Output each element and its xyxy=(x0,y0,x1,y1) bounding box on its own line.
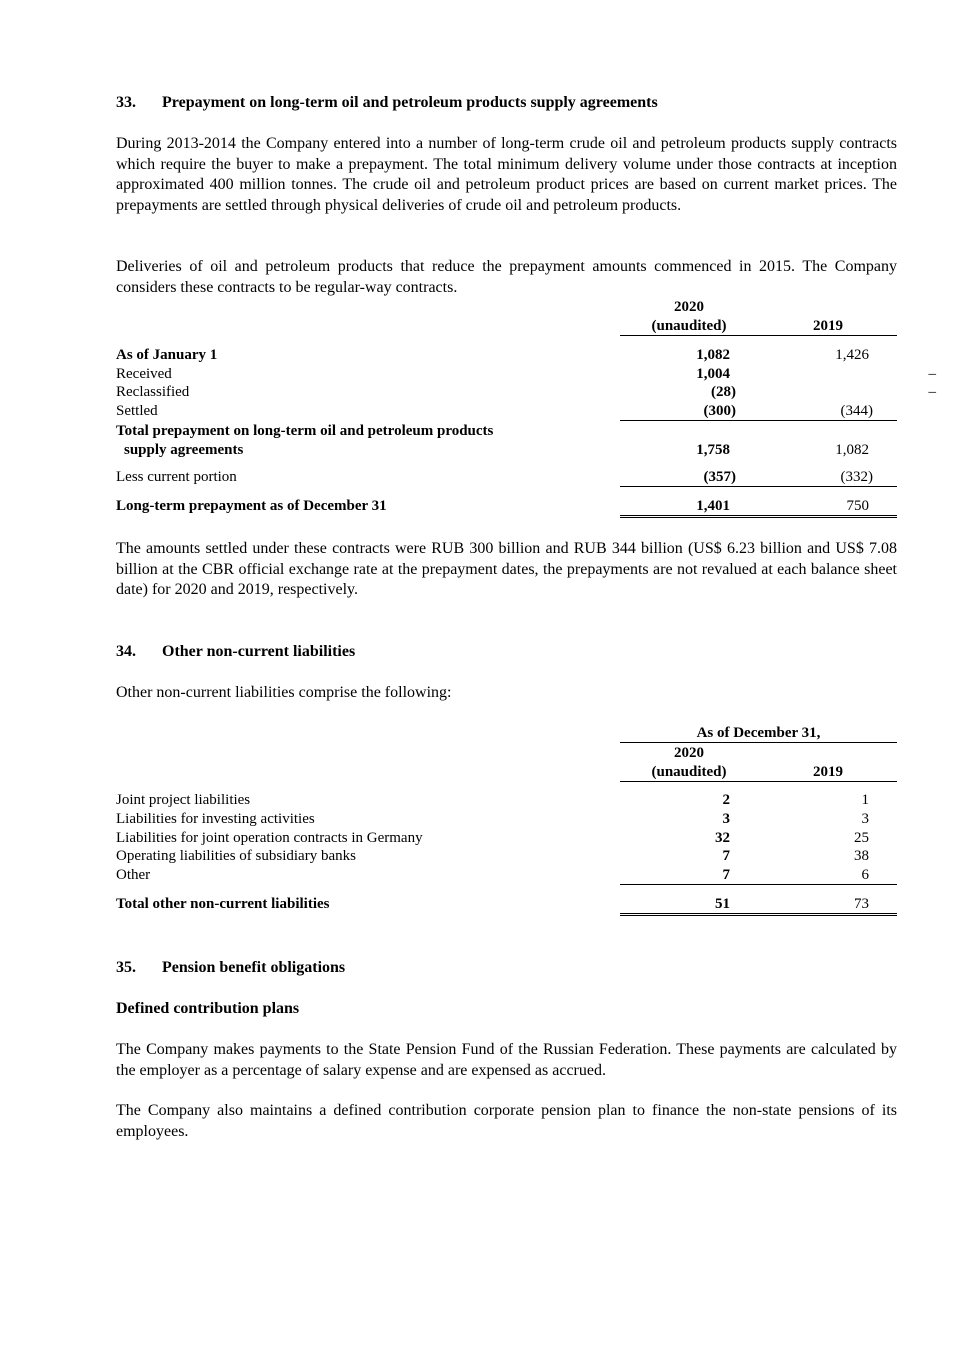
value-2020: (28) xyxy=(711,384,736,400)
value-2020: (357) xyxy=(703,469,736,485)
row-label-line-2: supply agreements xyxy=(124,442,244,458)
row-label: Liabilities for joint operation contracts in Germany xyxy=(116,830,423,846)
section-34-intro: Other non-current liabilities comprise the following: xyxy=(116,684,452,701)
col-2020-year-header: 2020 xyxy=(674,299,704,315)
group-header-rule xyxy=(620,742,897,743)
value-2020: 7 xyxy=(722,848,730,864)
section-34-heading xyxy=(116,642,355,662)
section-35-heading xyxy=(116,958,345,978)
value-2020: 1,004 xyxy=(696,366,730,382)
col-2020-note-header: (unaudited) xyxy=(651,318,727,334)
section-33-paragraph-1: During 2013-2014 the Company entered into a number of long-term crude oil and petroleum products supply contracts which require the buyer to make a prepayment. The total minimum delivery volume under those contracts at inception approximated 400 million tonnes. The crude oil and petroleum product prices are based on current market prices. The prepayments are settled through physical deliveries of crude oil and petroleum products. xyxy=(116,135,897,214)
section-number: 34. xyxy=(116,643,136,660)
row-label: Total other non-current liabilities xyxy=(116,896,330,912)
section-33-paragraph-3: The amounts settled under these contracts were RUB 300 billion and RUB 344 billion (US$ 6.23 billion and US$ 7.08 billion at the CBR official exchange rate at the prepayment dates, the prepayments are not revalued at each balance sheet date) for 2020 and 2019, respectively. xyxy=(116,540,897,598)
row-label: As of January 1 xyxy=(116,347,218,363)
header-rule xyxy=(620,335,897,336)
value-2020: 1,758 xyxy=(696,442,730,458)
value-2020: 1,401 xyxy=(696,498,730,514)
value-2020: 2 xyxy=(722,792,730,808)
value-2020: 51 xyxy=(715,896,730,912)
section-title: Prepayment on long-term oil and petroleum products supply agreements xyxy=(162,94,658,111)
value-2019: – xyxy=(928,366,936,382)
col-2020-note-header: (unaudited) xyxy=(651,764,727,780)
total-double-rule xyxy=(620,913,897,916)
value-2019: 38 xyxy=(854,848,869,864)
section-33-paragraph-2: Deliveries of oil and petroleum products that reduce the prepayment amounts commenced in 2015. The Company considers these contracts to be regular-way contracts. xyxy=(116,258,897,296)
value-2020: 1,082 xyxy=(696,347,730,363)
subtotal-rule xyxy=(620,486,897,487)
row-label: Less current portion xyxy=(116,469,237,485)
value-2020: 3 xyxy=(722,811,730,827)
value-2019: 1 xyxy=(861,792,869,808)
total-double-rule xyxy=(620,515,897,518)
value-2019: 3 xyxy=(861,811,869,827)
value-2019: 750 xyxy=(846,498,869,514)
value-2019: 25 xyxy=(854,830,869,846)
row-label: Operating liabilities of subsidiary banks xyxy=(116,848,356,864)
col-2019-header: 2019 xyxy=(813,318,843,334)
value-2019: (344) xyxy=(840,403,873,419)
group-header: As of December 31, xyxy=(696,725,821,741)
value-2019: 6 xyxy=(861,867,869,883)
row-label: Reclassified xyxy=(116,384,190,400)
row-label: Joint project liabilities xyxy=(116,792,251,808)
value-2019: 1,426 xyxy=(835,347,869,363)
row-label: Settled xyxy=(116,403,158,419)
value-2020: 7 xyxy=(722,867,730,883)
section-number: 33. xyxy=(116,94,136,111)
row-label: Long-term prepayment as of December 31 xyxy=(116,498,387,514)
subtotal-rule xyxy=(620,884,897,885)
col-2019-header: 2019 xyxy=(813,764,843,780)
section-title: Other non-current liabilities xyxy=(162,643,356,660)
value-2019: – xyxy=(928,384,936,400)
value-2020: (300) xyxy=(703,403,736,419)
section-35-paragraph-2: The Company also maintains a defined contribution corporate pension plan to finance the non-state pensions of its employees. xyxy=(116,1102,897,1140)
subtotal-rule xyxy=(620,420,897,421)
section-number: 35. xyxy=(116,959,136,976)
section-title: Pension benefit obligations xyxy=(162,959,346,976)
section-35-paragraph-1: The Company makes payments to the State Pension Fund of the Russian Federation. These payments are calculated by the employer as a percentage of salary expense and are expensed as accrued. xyxy=(116,1041,897,1079)
row-label: Other xyxy=(116,867,151,883)
col-2020-year-header: 2020 xyxy=(674,745,704,761)
value-2019: 1,082 xyxy=(835,442,869,458)
value-2019: (332) xyxy=(840,469,873,485)
row-label: Received xyxy=(116,366,172,382)
row-label-line-1: Total prepayment on long-term oil and petroleum products xyxy=(116,423,494,439)
header-rule xyxy=(620,781,897,782)
value-2019: 73 xyxy=(854,896,869,912)
row-label: Liabilities for investing activities xyxy=(116,811,315,827)
value-2020: 32 xyxy=(715,830,730,846)
subheading: Defined contribution plans xyxy=(116,1000,300,1017)
section-33-heading xyxy=(116,93,658,113)
